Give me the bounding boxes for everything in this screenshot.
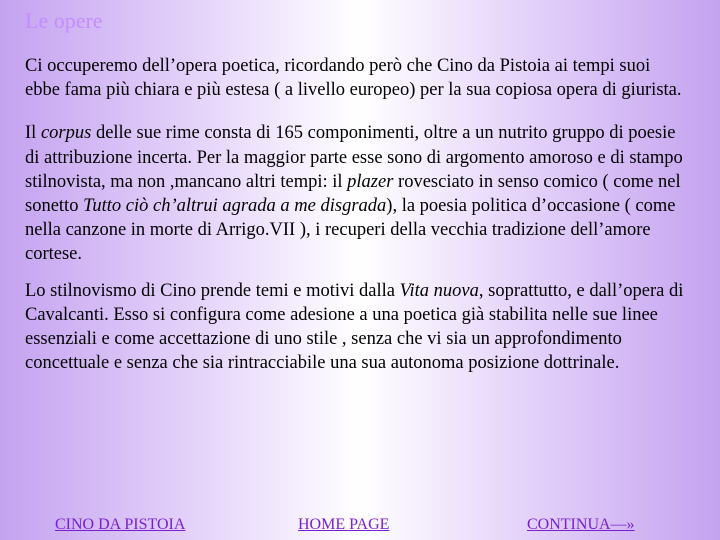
vita-nuova-title: Vita nuova: [399, 280, 479, 301]
paragraph-3-text-a: Lo stilnovismo di Cino prende temi e motivi dalla: [25, 280, 400, 301]
paragraph-2: [25, 121, 685, 266]
paragraph-3-text-b: , soprattutto, e dall’opera di Cavalcanti. Esso si configura come adesione a una poetica già stabilita nelle sue linee essenziali e come accettazione di uno stile , senza che vi sia un approfondimento concettuale e senza che sia rintracciabile una sua autonoma posizione dottrinale.: [25, 280, 684, 374]
home-page-link[interactable]: HOME PAGE: [298, 516, 390, 533]
paragraph-2-text-a: Il: [25, 123, 41, 144]
paragraph-2-text-d: ), la poesia politica d’occasione ( come nella canzone in morte di Arrigo.VII ), i recuperi della vecchia tradizione dell’amore cortese.: [25, 196, 676, 265]
paragraph-2-text-b: delle sue rime consta di 165 componimenti, oltre a un nutrito gruppo di poesie di attribuzione incerta. Per la maggior parte esse sono di argomento amoroso e di stampo stilnovista, ma non ,mancano altri tempi: il: [25, 123, 683, 192]
main-text: [25, 54, 685, 387]
sonetto-title: Tutto ciò ch’altrui agrada a me disgrada: [83, 196, 387, 217]
cino-da-pistoia-link[interactable]: CINO DA PISTOIA: [55, 516, 186, 533]
corpus-term: corpus: [40, 123, 92, 144]
continua-link[interactable]: CONTINUA—»: [527, 516, 635, 533]
paragraph-1: Ci occuperemo dell’opera poetica, ricordando però che Cino da Pistoia ai tempi suoi ebbe fama più chiara e più estesa ( a livello europeo) per la sua copiosa opera di giurista.: [25, 56, 682, 101]
paragraph-3: [25, 279, 685, 376]
page-title: Le opere: [25, 8, 103, 33]
plazer-term: plazer: [347, 171, 394, 192]
paragraph-2-text-c: rovesciato in senso comico ( come nel sonetto: [25, 171, 681, 217]
